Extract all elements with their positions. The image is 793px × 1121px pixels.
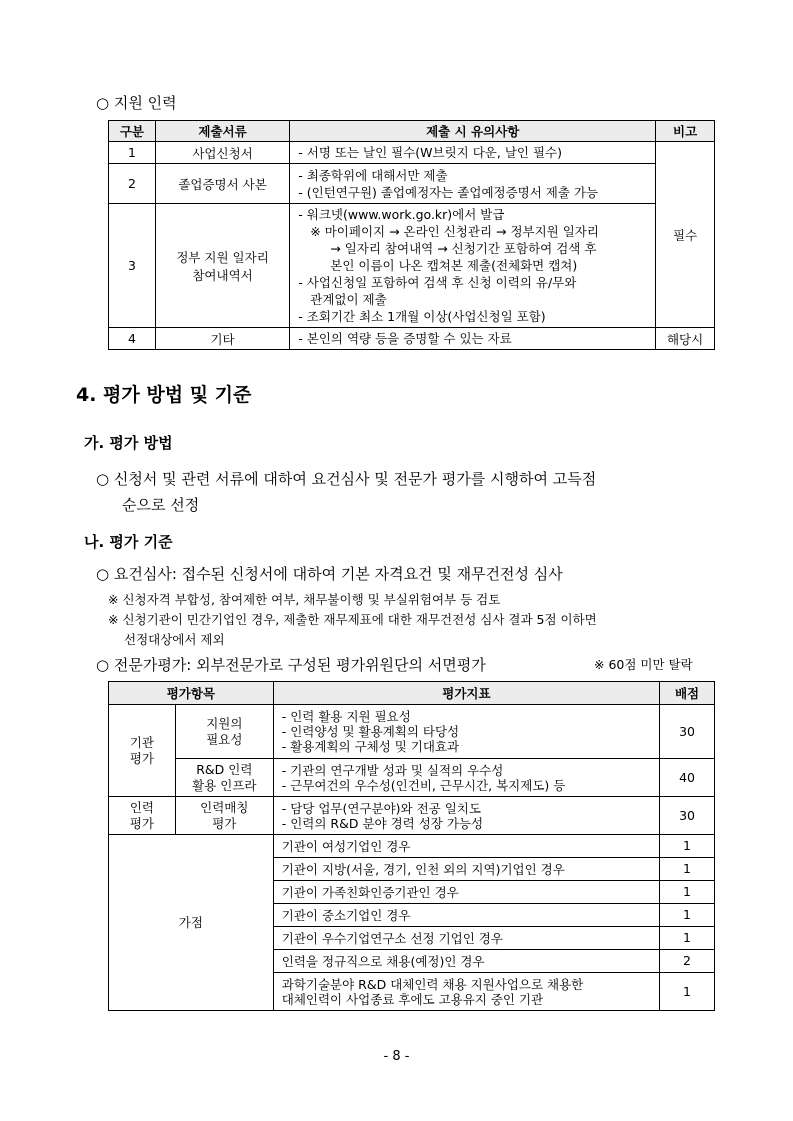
section-title: 4. 평가 방법 및 기준 xyxy=(76,384,252,406)
bonus-item: 기관이 우수기업연구소 선정 기업인 경우 xyxy=(273,927,659,950)
group-staff-eval: 인력 평가 xyxy=(109,797,176,835)
table-row xyxy=(109,142,715,164)
row-doc: 기타 xyxy=(155,328,289,350)
table-row xyxy=(109,835,715,858)
bonus-item: 기관이 중소기업인 경우 xyxy=(273,904,659,927)
row-no: 2 xyxy=(109,164,156,204)
table-row xyxy=(109,328,715,350)
col-header-notes: 제출 시 유의사항 xyxy=(290,121,656,142)
row-notes: - 서명 또는 날인 필수(W브릿지 다운, 날인 필수) xyxy=(290,142,656,164)
row-doc: 사업신청서 xyxy=(155,142,289,164)
table-row xyxy=(109,705,715,759)
support-staff-heading: ○ 지원 인력 xyxy=(96,94,177,112)
subsection-title-method: 가. 평가 방법 xyxy=(84,434,173,452)
indicators-infra: - 기관의 연구개발 성과 및 실적의 우수성 - 근무여건의 우수성(인건비, 근무시간, 복지제도) 등 xyxy=(273,759,659,797)
table-header-row xyxy=(109,682,715,705)
score-matching: 30 xyxy=(660,797,715,835)
bonus-item: 기관이 가족친화인증기관인 경우 xyxy=(273,881,659,904)
table-row xyxy=(109,204,715,328)
score-necessity: 30 xyxy=(660,705,715,759)
bonus-score: 1 xyxy=(660,973,715,1011)
row-notes: - 본인의 역량 등을 증명할 수 있는 자료 xyxy=(290,328,656,350)
bonus-score: 1 xyxy=(660,927,715,950)
row-doc: 정부 지원 일자리 참여내역서 xyxy=(155,204,289,328)
required-remark: 필수 xyxy=(656,142,715,328)
sub-matching: 인력매칭 평가 xyxy=(175,797,273,835)
support-staff-table xyxy=(108,120,715,350)
bonus-score: 1 xyxy=(660,904,715,927)
bonus-item: 인력을 정규직으로 채용(예정)인 경우 xyxy=(273,950,659,973)
table-header-row xyxy=(109,121,715,142)
indicators-matching: - 담당 업무(연구분야)와 전공 일치도 - 인력의 R&D 분야 경력 성장 가능성 xyxy=(273,797,659,835)
row-notes: - 워크넷(www.work.go.kr)에서 발급 ※ 마이페이지 → 온라인 신청관리 → 정부지원 일자리 → 일자리 참여내역 → 신청기간 포함하여 검색 후 본인 이름이 나온 캡쳐본 제출(전체화면 캡쳐) - 사업신청일 포함하여 검색 후 신청 이력의 유/무와 관계없이 제출 - 조회기간 최소 1개월 이상(사업신청일 포함) xyxy=(290,204,656,328)
method-paragraph: ○ 신청서 및 관련 서류에 대하여 요건심사 및 전문가 평가를 시행하여 고득점 순으로 선정 xyxy=(96,470,597,514)
col-header-indicator: 평가지표 xyxy=(273,682,659,705)
row-doc: 졸업증명서 사본 xyxy=(155,164,289,204)
page-number: - 8 - xyxy=(383,1049,410,1064)
expert-evaluation: ○ 전문가평가: 외부전문가로 구성된 평가위원단의 서면평가 xyxy=(96,656,486,674)
sub-infra: R&D 인력 활용 인프라 xyxy=(175,759,273,797)
bonus-score: 1 xyxy=(660,858,715,881)
expert-evaluation-note: ※ 60점 미만 탈락 xyxy=(594,657,693,672)
bonus-label: 가점 xyxy=(109,835,274,1011)
row-no: 3 xyxy=(109,204,156,328)
col-header-doc: 제출서류 xyxy=(155,121,289,142)
group-org-eval: 기관 평가 xyxy=(109,705,176,797)
col-header-no: 구분 xyxy=(109,121,156,142)
bonus-item: 과학기술분야 R&D 대체인력 채용 지원사업으로 채용한 대체인력이 사업종료 후에도 고용유지 중인 기관 xyxy=(273,973,659,1011)
row-remark: 해당시 xyxy=(656,328,715,350)
indicators-necessity: - 인력 활용 지원 필요성 - 인력양성 및 활용계획의 타당성 - 활용계획의 구체성 및 기대효과 xyxy=(273,705,659,759)
col-header-remark: 비고 xyxy=(656,121,715,142)
table-row xyxy=(109,797,715,835)
evaluation-table xyxy=(108,681,715,1011)
bonus-item: 기관이 지방(서울, 경기, 인천 외의 지역)기업인 경우 xyxy=(273,858,659,881)
bonus-score: 1 xyxy=(660,835,715,858)
bonus-score: 1 xyxy=(660,881,715,904)
col-header-score: 배점 xyxy=(660,682,715,705)
row-no: 4 xyxy=(109,328,156,350)
requirement-review: ○ 요건심사: 접수된 신청서에 대하여 기본 자격요건 및 재무건전성 심사 xyxy=(96,565,563,583)
review-notes: ※ 신청자격 부합성, 참여제한 여부, 채무불이행 및 부실위험여부 등 검토 ※ 신청기관이 민간기업인 경우, 제출한 재무제표에 대한 재무건전성 심사 결과 5점 이하면 선정대상에서 제외 xyxy=(108,592,597,647)
score-infra: 40 xyxy=(660,759,715,797)
row-no: 1 xyxy=(109,142,156,164)
col-header-item: 평가항목 xyxy=(109,682,274,705)
subsection-title-criteria: 나. 평가 기준 xyxy=(84,533,173,551)
table-row xyxy=(109,759,715,797)
row-notes: - 최종학위에 대해서만 제출 - (인턴연구원) 졸업예정자는 졸업예정증명서 제출 가능 xyxy=(290,164,656,204)
sub-necessity: 지원의 필요성 xyxy=(175,705,273,759)
bonus-score: 2 xyxy=(660,950,715,973)
table-row xyxy=(109,164,715,204)
bonus-item: 기관이 여성기업인 경우 xyxy=(273,835,659,858)
